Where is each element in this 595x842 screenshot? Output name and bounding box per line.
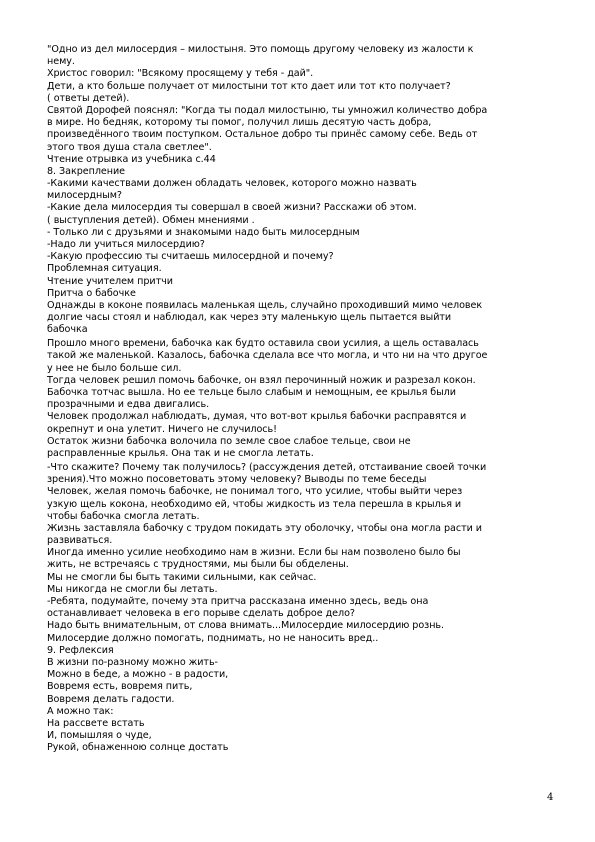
text-line: Дети, а кто больше получает от милостыни тот кто дает или тот кто получает? xyxy=(47,80,451,92)
text-line: Притча о бабочке xyxy=(47,287,136,299)
text-line: Святой Дорофей пояснял: "Когда ты подал милостыню, ты умножил количество добра xyxy=(47,104,488,116)
text-line: бабочка xyxy=(47,324,88,336)
text-line: 9. Рефлексия xyxy=(47,644,114,656)
text-line: нему. xyxy=(47,56,75,68)
text-line: долгие часы стоял и наблюдал, как через эту маленькую щель пытается выйти xyxy=(47,312,452,324)
text-line: Можно в беде, а можно - в радости, xyxy=(47,669,229,681)
text-line: Мы не смогли бы быть такими сильными, как сейчас. xyxy=(47,571,317,583)
text-line: Чтение учителем притчи xyxy=(47,275,173,287)
text-line: милосердным? xyxy=(47,190,122,202)
text-line: Тогда человек решил помочь бабочке, он взял перочинный ножик и разрезал кокон. xyxy=(47,374,476,386)
text-line: Вовремя есть, вовремя пить, xyxy=(47,681,193,693)
text-line: произведённого твоим поступком. Остальное добро ты принёс самому себе. Ведь от xyxy=(47,129,478,141)
text-line: -Какими качествами должен обладать человек, которого можно назвать xyxy=(47,178,417,190)
text-line: А можно так: xyxy=(47,705,114,717)
document-body xyxy=(47,44,559,754)
text-line: Христос говорил: "Всякому просящему у тебя - дай". xyxy=(47,68,314,80)
text-line: "Одно из дел милосердия – милостыня. Это помощь другому человеку из жалости к xyxy=(47,44,474,55)
text-line: Человек продолжал наблюдать, думая, что вот-вот крылья бабочки расправятся и xyxy=(47,411,467,423)
text-line: Прошло много времени, бабочка как будто оставила свои усилия, а щель оставалась xyxy=(47,338,479,350)
text-line: этого твоя душа стала светлее". xyxy=(47,141,212,153)
text-line: Милосердие должно помогать, поднимать, но не наносить вред.. xyxy=(47,632,379,644)
text-line: Остаток жизни бабочка волочила по земле свое слабое тельце, свои не xyxy=(47,435,411,447)
text-line: -Надо ли учиться милосердию? xyxy=(47,239,205,250)
text-line: -Какую профессию ты считаешь милосердной и почему? xyxy=(47,251,334,263)
text-line: Человек, желая помочь бабочке, не понимал того, что усилие, чтобы выйти через xyxy=(47,486,463,498)
text-line: Вовремя делать гадости. xyxy=(47,693,175,705)
text-line: Однажды в коконе появилась маленькая щель, случайно проходивший мимо человек xyxy=(47,299,483,311)
text-line: Надо быть внимательным, от слова внимать...Милосердие милосердию рознь. xyxy=(47,620,445,632)
text-line: у нее не было больше сил. xyxy=(47,362,182,374)
text-line: узкую щель кокона, необходимо ей, чтобы жидкость из тела перешла в крылья и xyxy=(47,498,462,510)
text-line: развиваться. xyxy=(47,535,113,547)
text-line: Бабочка тотчас вышла. Но ее тельце было слабым и немощным, ее крылья были xyxy=(47,387,456,399)
text-line: ( ответы детей). xyxy=(47,92,130,104)
text-line: прозрачными и едва двигались. xyxy=(47,399,210,411)
text-line: 8. Закрепление xyxy=(47,165,126,177)
text-line: жить, не встречаясь с трудностями, мы были бы обделены. xyxy=(47,559,349,571)
page-number: 4 xyxy=(547,792,554,803)
text-line: -Ребята, подумайте, почему эта притча рассказана именно здесь, ведь она xyxy=(47,596,429,608)
text-line: ( выступления детей). Обмен мнениями . xyxy=(47,214,255,226)
text-line: Рукой, обнаженною солнце достать xyxy=(47,742,229,754)
text-line: в мире. Но бедняк, которому ты помог, получил лишь десятую часть добра, xyxy=(47,117,432,129)
text-line: расправленные крылья. Она так и не смогла летать. xyxy=(47,447,314,459)
text-line: - Только ли с друзьями и знакомыми надо быть милосердным xyxy=(47,226,360,238)
text-line: такой же маленькой. Казалось, бабочка сделала все что могла, и что ни на что другое xyxy=(47,350,488,362)
text-line: чтобы бабочка смогла летать. xyxy=(47,510,200,522)
text-line: В жизни по-разному можно жить- xyxy=(47,656,218,668)
text-line: Чтение отрывка из учебника с.44 xyxy=(47,153,216,165)
text-line: И, помышляя о чуде, xyxy=(47,730,152,742)
text-line: На рассвете встать xyxy=(47,717,145,729)
text-line: зрения).Что можно посоветовать этому человеку? Выводы по теме беседы xyxy=(47,474,427,486)
text-line: Жизнь заставляла бабочку с трудом покидать эту оболочку, чтобы она могла расти и xyxy=(47,522,482,534)
text-line: останавливает человека в его порыве сделать доброе дело? xyxy=(47,608,355,620)
text-line: -Что скажите? Почему так получилось? (рассуждения детей, отстаивание своей точки xyxy=(47,461,487,473)
text-line: -Какие дела милосердия ты совершал в своей жизни? Расскажи об этом. xyxy=(47,202,417,214)
text-line: окрепнут и она улетит. Ничего не случилось! xyxy=(47,423,277,435)
text-line: Мы никогда не смогли бы летать. xyxy=(47,583,218,595)
text-line: Проблемная ситуация. xyxy=(47,263,162,275)
text-line: Иногда именно усилие необходимо нам в жизни. Если бы нам позволено было бы xyxy=(47,547,461,559)
